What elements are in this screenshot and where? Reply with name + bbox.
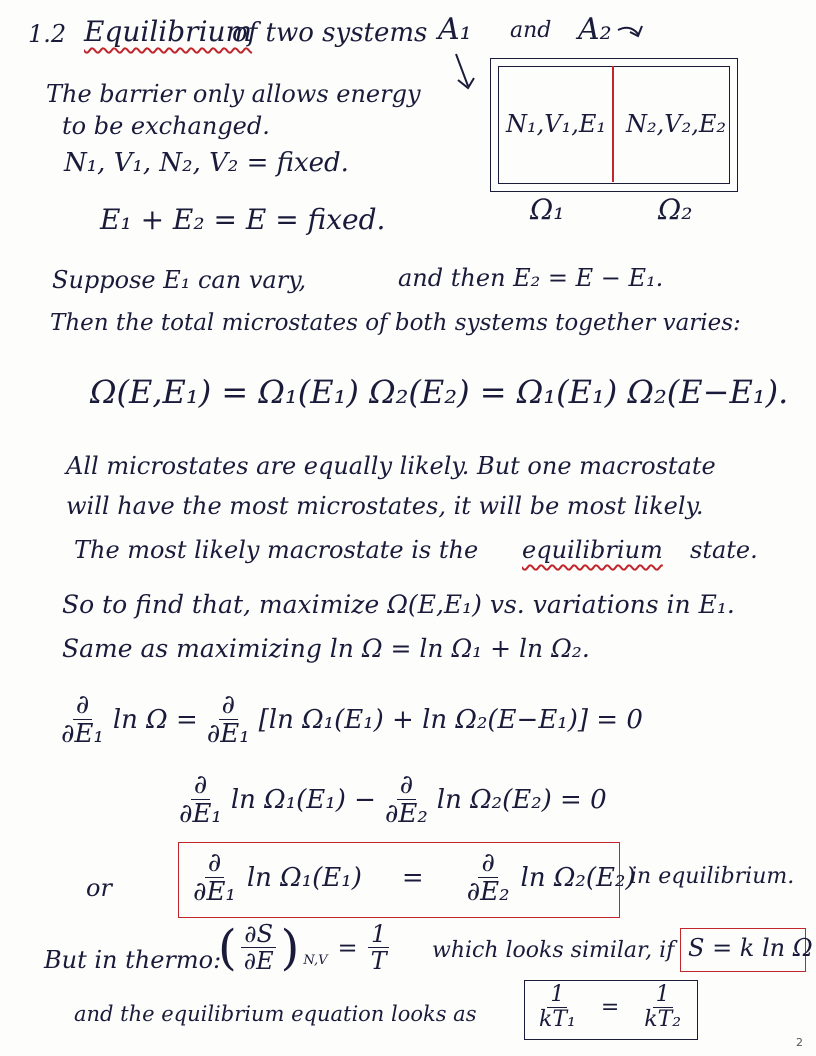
page-number: 2 — [796, 1036, 803, 1049]
section-title-rest: of two systems — [232, 18, 428, 48]
partial-fraction-1: $\frac{\partial}{\text{∂E₁}}$ — [61, 690, 104, 749]
all-microstates-line: All microstates are equally likely. But one macrostate — [66, 452, 716, 480]
derivative-equation-2 — [176, 772, 607, 827]
entropy-definition: S = k ln Ω — [688, 934, 813, 962]
but-in-thermo-label: But in thermo: — [44, 946, 222, 974]
intro-line-4: E₁ + E₂ = E = fixed. — [100, 203, 386, 236]
system-a2-label: A₂ — [578, 12, 612, 47]
eq3-equals: = — [401, 862, 424, 893]
omega-1-label: Ω₁ — [530, 193, 565, 226]
temperature-equality — [536, 984, 684, 1031]
in-equilibrium-label: in equilibrium. — [630, 864, 795, 889]
one-over-t-fraction: $\frac{1}{T}$ — [368, 922, 390, 973]
partial-fraction-4: $\frac{\partial}{\text{∂E₂}}$ — [384, 770, 428, 829]
or-word: or — [86, 874, 112, 902]
subsystem-2-label: N₂,V₂,E₂ — [626, 110, 726, 138]
same-as-maximizing-line: Same as maximizing ln Ω = ln Ω₁ + ln Ω₂. — [62, 634, 590, 663]
eq3-part-2: ln Ω₂(E₂) — [520, 862, 636, 893]
arrow-a2-icon — [616, 20, 656, 50]
eq1-rhs: [ln Ω₁(E₁) + ln Ω₂(E−E₁)] = 0 — [258, 704, 643, 735]
so-to-find-line: So to find that, maximize Ω(E,E₁) vs. variations in E₁. — [62, 590, 735, 619]
energy-barrier-divider — [612, 66, 614, 182]
equilibrium-condition-equation — [190, 850, 636, 905]
omega-2-label: Ω₂ — [658, 193, 693, 226]
arrow-a1-icon — [450, 50, 490, 100]
section-number: 1.2 — [28, 20, 67, 48]
most-microstates-line: will have the most microstates, it will be most likely. — [66, 492, 704, 520]
partial-fraction-5: $\frac{\partial}{\text{∂E₁}}$ — [193, 848, 236, 907]
eq3-part-1: ln Ω₁(E₁) — [246, 862, 362, 893]
partial-fraction-3: $\frac{\partial}{\text{∂E₁}}$ — [179, 770, 222, 829]
eq1-lhs: ln Ω = — [112, 704, 198, 735]
suppose-line-part-2: and then E₂ = E − E₁. — [398, 264, 664, 292]
derivative-equation-1 — [58, 692, 643, 747]
thermo-equals: = — [337, 933, 358, 962]
and-the-equilibrium-label: and the equilibrium equation looks as — [74, 1002, 477, 1026]
which-looks-similar-label: which looks similar, if — [432, 938, 675, 963]
one-over-kt2-fraction: $\frac{1}{\text{kT₂}}$ — [644, 982, 682, 1032]
suppose-line-part-1: Suppose E₁ can vary, — [52, 266, 307, 294]
intro-line-2: to be exchanged. — [62, 112, 270, 140]
eq2-part-2: ln Ω₂(E₂) = 0 — [436, 784, 607, 815]
thermo-derivative: ( $\frac{\partial S}{\partial E}$ ) N,V = $\frac{1}{T}$ — [218, 922, 390, 973]
subsystem-1-label: N₁,V₁,E₁ — [506, 110, 606, 138]
total-microstates-equation: Ω(E,E₁) = Ω₁(E₁) Ω₂(E₂) = Ω₁(E₁) Ω₂(E−E₁). — [90, 373, 789, 411]
equilibrium-keyword: equilibrium — [522, 536, 663, 564]
temperature-equals: = — [600, 994, 620, 1020]
intro-line-1: The barrier only allows energy — [46, 80, 421, 108]
partial-fraction-2: $\frac{\partial}{\text{∂E₁}}$ — [206, 690, 250, 749]
section-title-keyword: Equilibrium — [84, 15, 253, 48]
and-word: and — [510, 18, 552, 43]
subscript-nv: N,V — [303, 953, 328, 968]
system-a1-label: A₁ — [438, 12, 472, 47]
eq2-part-1: ln Ω₁(E₁) − — [230, 784, 376, 815]
most-likely-line-part-2: state. — [690, 536, 758, 564]
one-over-kt1-fraction: $\frac{1}{\text{kT₁}}$ — [539, 982, 576, 1032]
most-likely-line-part-1: The most likely macrostate is the — [74, 536, 479, 564]
ds-de-fraction: $\frac{\partial S}{\partial E}$ — [241, 922, 277, 973]
intro-line-3: N₁, V₁, N₂, V₂ = fixed. — [64, 148, 349, 178]
partial-fraction-6: $\frac{\partial}{\text{∂E₂}}$ — [466, 848, 510, 907]
then-line: Then the total microstates of both systems together varies: — [50, 310, 741, 336]
